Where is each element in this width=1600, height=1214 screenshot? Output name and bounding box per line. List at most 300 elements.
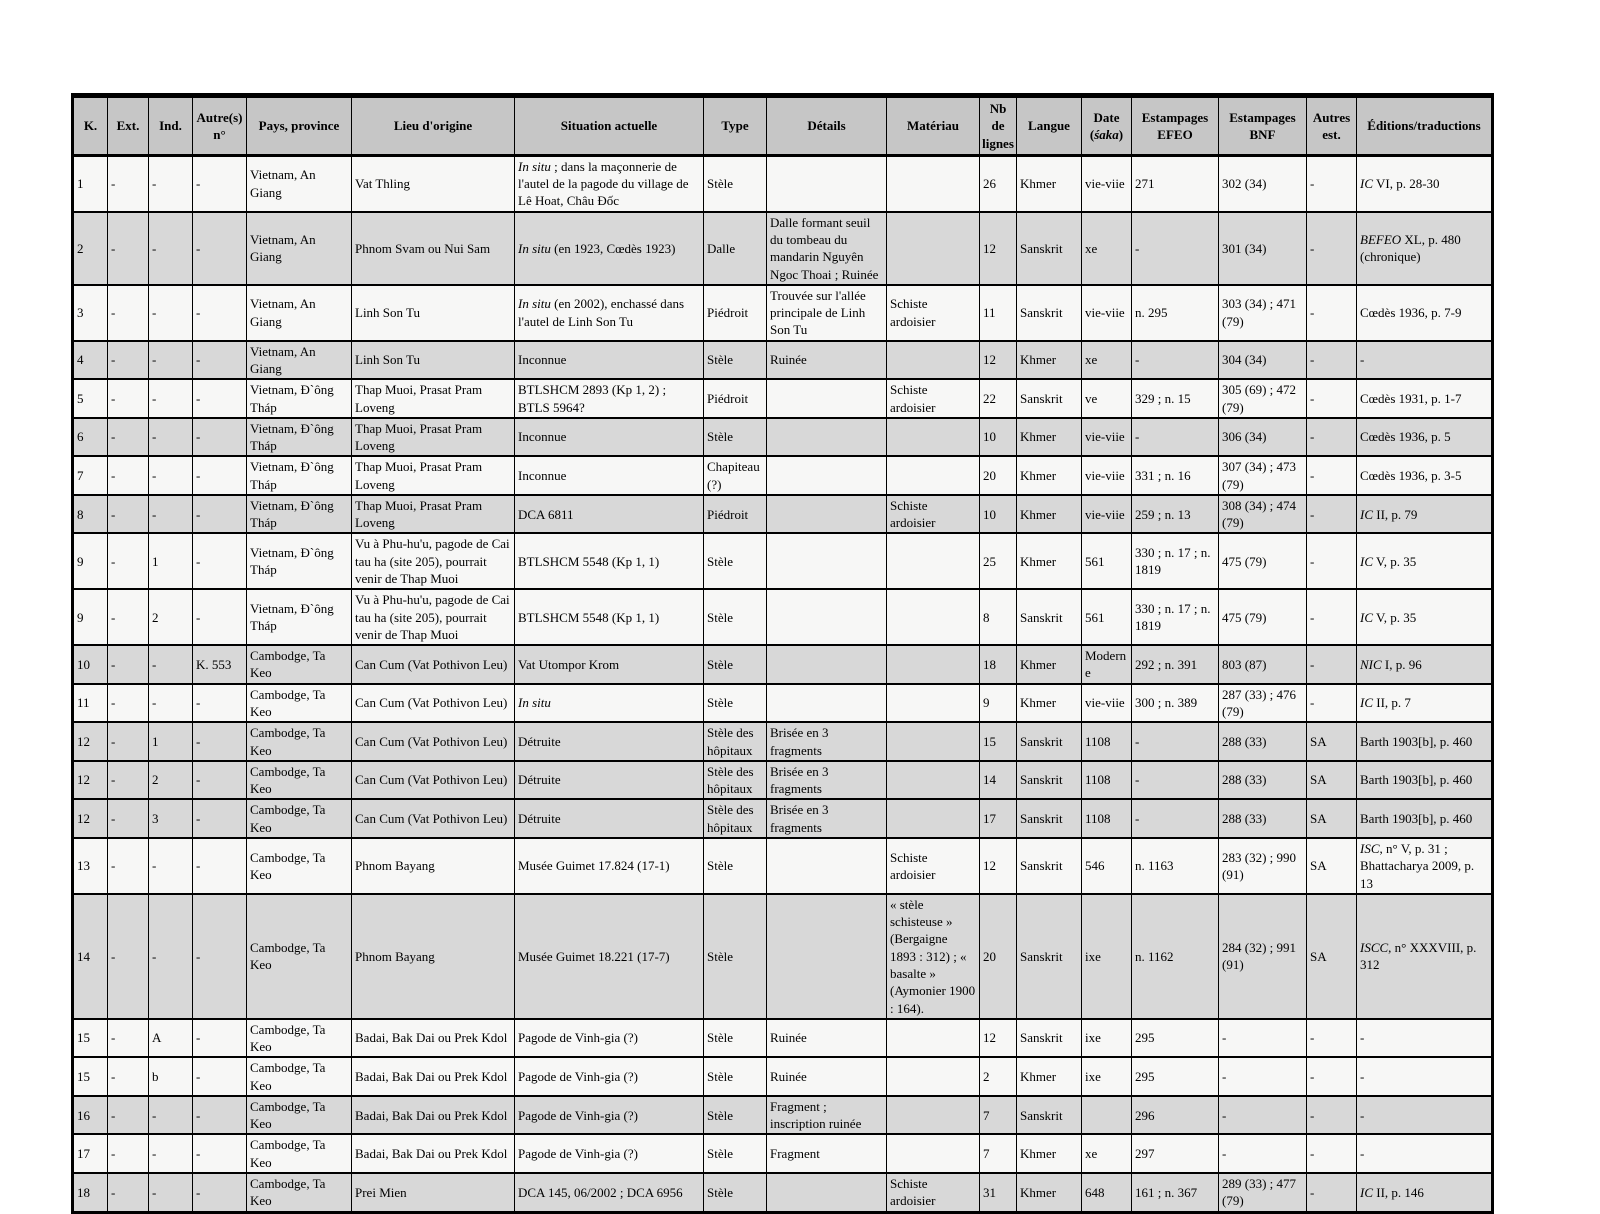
table-cell: - — [193, 418, 247, 457]
table-cell: DCA 6811 — [515, 495, 704, 534]
table-cell: - — [108, 418, 149, 457]
table-cell — [887, 1057, 980, 1096]
column-header: Langue — [1017, 96, 1082, 156]
table-cell: 561 — [1082, 533, 1132, 589]
table-cell: - — [149, 645, 193, 684]
table-cell: - — [193, 495, 247, 534]
table-cell: Pagode de Vinh-gia (?) — [515, 1134, 704, 1173]
table-cell: 12 — [980, 341, 1017, 380]
table-cell — [887, 722, 980, 761]
table-cell: Can Cum (Vat Pothivon Leu) — [352, 684, 515, 723]
table-cell: 475 (79) — [1219, 533, 1307, 589]
table-cell: IC II, p. 146 — [1357, 1173, 1493, 1212]
table-cell: Musée Guimet 17.824 (17-1) — [515, 838, 704, 894]
table-cell: - — [193, 684, 247, 723]
table-cell: - — [1357, 1134, 1493, 1173]
table-cell: 9 — [73, 589, 108, 645]
table-cell: Musée Guimet 18.221 (17-7) — [515, 894, 704, 1019]
table-cell: SA — [1307, 722, 1357, 761]
table-cell: - — [108, 799, 149, 838]
table-cell: 284 (32) ; 991 (91) — [1219, 894, 1307, 1019]
table-cell: - — [193, 1096, 247, 1135]
table-cell: Sanskrit — [1017, 722, 1082, 761]
table-cell: Sanskrit — [1017, 894, 1082, 1019]
table-cell: Fragment ; inscription ruinée — [767, 1096, 887, 1135]
table-cell: 303 (34) ; 471 (79) — [1219, 285, 1307, 341]
table-cell: 15 — [73, 1057, 108, 1096]
table-cell: 10 — [980, 418, 1017, 457]
column-header: Situation actuelle — [515, 96, 704, 156]
table-cell: - — [1219, 1096, 1307, 1135]
table-cell: Cambodge, Ta Keo — [247, 799, 352, 838]
table-cell: Piédroit — [704, 495, 767, 534]
table-cell: - — [193, 894, 247, 1019]
table-cell: 288 (33) — [1219, 799, 1307, 838]
table-cell: Khmer — [1017, 684, 1082, 723]
table-cell: Cambodge, Ta Keo — [247, 684, 352, 723]
table-cell: 4 — [73, 341, 108, 380]
table-cell: Schiste ardoisier — [887, 285, 980, 341]
table-cell: Khmer — [1017, 155, 1082, 211]
table-row — [73, 589, 1493, 645]
table-row — [73, 838, 1493, 894]
column-header: Estampages BNF — [1219, 96, 1307, 156]
table-cell: 12 — [73, 722, 108, 761]
table-cell: 18 — [980, 645, 1017, 684]
table-cell: Cœdès 1931, p. 1-7 — [1357, 379, 1493, 418]
table-cell: 259 ; n. 13 — [1132, 495, 1219, 534]
table-cell: ixe — [1082, 1057, 1132, 1096]
table-cell: Khmer — [1017, 533, 1082, 589]
header-row — [73, 96, 1493, 156]
table-cell: Piédroit — [704, 379, 767, 418]
table-cell: 289 (33) ; 477 (79) — [1219, 1173, 1307, 1212]
table-cell: 20 — [980, 894, 1017, 1019]
table-cell: Khmer — [1017, 1057, 1082, 1096]
table-row — [73, 1019, 1493, 1058]
table-cell: Inconnue — [515, 418, 704, 457]
table-cell: - — [193, 379, 247, 418]
table-cell: 13 — [73, 838, 108, 894]
table-cell: 304 (34) — [1219, 341, 1307, 380]
table-cell: - — [108, 894, 149, 1019]
table-cell: Vietnam, Đ`ông Tháp — [247, 495, 352, 534]
table-cell: 12 — [73, 761, 108, 800]
table-cell: - — [193, 838, 247, 894]
table-cell: vie-viie — [1082, 456, 1132, 495]
table-cell: Ruinée — [767, 1019, 887, 1058]
table-cell: - — [193, 1057, 247, 1096]
table-cell: - — [193, 155, 247, 211]
table-cell: Badai, Bak Dai ou Prek Kdol — [352, 1019, 515, 1058]
table-cell: - — [1307, 495, 1357, 534]
table-cell: n. 295 — [1132, 285, 1219, 341]
table-cell: - — [193, 1134, 247, 1173]
table-cell: In situ ; dans la maçonnerie de l'autel de la pagode du village de Lê Hoat, Châu Đốc — [515, 155, 704, 211]
table-cell: - — [1219, 1019, 1307, 1058]
table-cell: - — [1307, 533, 1357, 589]
table-cell: Can Cum (Vat Pothivon Leu) — [352, 761, 515, 800]
table-cell: - — [108, 533, 149, 589]
table-cell: Stèle — [704, 533, 767, 589]
table-cell: In situ (en 1923, Cœdès 1923) — [515, 212, 704, 285]
table-cell: Inconnue — [515, 456, 704, 495]
table-cell: Stèle des hôpitaux — [704, 761, 767, 800]
column-header: Estampages EFEO — [1132, 96, 1219, 156]
table-cell: - — [108, 212, 149, 285]
table-cell: 11 — [73, 684, 108, 723]
table-cell: Schiste ardoisier — [887, 838, 980, 894]
table-cell: - — [1307, 379, 1357, 418]
table-row — [73, 1134, 1493, 1173]
table-row — [73, 645, 1493, 684]
table-cell: IC V, p. 35 — [1357, 589, 1493, 645]
table-cell: 330 ; n. 17 ; n. 1819 — [1132, 589, 1219, 645]
table-cell: 306 (34) — [1219, 418, 1307, 457]
table-cell: BTLSHCM 2893 (Kp 1, 2) ; BTLS 5964? — [515, 379, 704, 418]
table-cell: 295 — [1132, 1057, 1219, 1096]
table-cell: Sanskrit — [1017, 761, 1082, 800]
table-cell: - — [108, 645, 149, 684]
table-cell: BTLSHCM 5548 (Kp 1, 1) — [515, 589, 704, 645]
table-cell: Détruite — [515, 722, 704, 761]
table-cell — [767, 495, 887, 534]
table-cell: vie-viie — [1082, 155, 1132, 211]
table-cell: 561 — [1082, 589, 1132, 645]
table-row — [73, 533, 1493, 589]
table-cell: 15 — [73, 1019, 108, 1058]
table-cell: Dalle formant seuil du tombeau du mandarin Nguyên Ngoc Thoai ; Ruinée — [767, 212, 887, 285]
table-cell: Thap Muoi, Prasat Pram Loveng — [352, 456, 515, 495]
table-cell: IC II, p. 79 — [1357, 495, 1493, 534]
table-cell — [767, 894, 887, 1019]
table-cell: Chapiteau (?) — [704, 456, 767, 495]
table-cell: 546 — [1082, 838, 1132, 894]
table-cell: 10 — [73, 645, 108, 684]
table-cell: Prei Mien — [352, 1173, 515, 1212]
table-cell: « stèle schisteuse » (Bergaigne 1893 : 312) ; « basalte » (Aymonier 1900 : 164). — [887, 894, 980, 1019]
table-cell: Stèle des hôpitaux — [704, 722, 767, 761]
table-cell: - — [1307, 456, 1357, 495]
table-cell: SA — [1307, 838, 1357, 894]
column-header: Matériau — [887, 96, 980, 156]
table-cell: - — [108, 1173, 149, 1212]
table-cell: Cambodge, Ta Keo — [247, 1096, 352, 1135]
table-cell: - — [193, 341, 247, 380]
table-cell: 12 — [73, 799, 108, 838]
table-cell: Linh Son Tu — [352, 341, 515, 380]
table-cell: - — [108, 838, 149, 894]
table-cell: 296 — [1132, 1096, 1219, 1135]
table-cell: Badai, Bak Dai ou Prek Kdol — [352, 1134, 515, 1173]
table-cell: Phnom Bayang — [352, 838, 515, 894]
table-cell: vie-viie — [1082, 495, 1132, 534]
table-cell: Cambodge, Ta Keo — [247, 1019, 352, 1058]
table-cell: - — [1307, 418, 1357, 457]
table-cell: - — [149, 341, 193, 380]
table-cell: - — [1132, 212, 1219, 285]
table-cell — [887, 418, 980, 457]
table-cell: Can Cum (Vat Pothivon Leu) — [352, 722, 515, 761]
table-cell: 288 (33) — [1219, 722, 1307, 761]
table-cell: - — [108, 589, 149, 645]
table-cell: NIC I, p. 96 — [1357, 645, 1493, 684]
table-cell: 3 — [149, 799, 193, 838]
table-cell: - — [149, 379, 193, 418]
table-cell: Sanskrit — [1017, 838, 1082, 894]
table-cell: Stèle — [704, 155, 767, 211]
table-cell: Schiste ardoisier — [887, 495, 980, 534]
table-cell: - — [193, 456, 247, 495]
table-row — [73, 722, 1493, 761]
table-cell: Thap Muoi, Prasat Pram Loveng — [352, 495, 515, 534]
table-header — [73, 96, 1493, 156]
table-cell: Dalle — [704, 212, 767, 285]
table-cell: - — [108, 285, 149, 341]
column-header: Lieu d'origine — [352, 96, 515, 156]
table-cell: Khmer — [1017, 645, 1082, 684]
table-cell: Stèle — [704, 838, 767, 894]
table-cell: 14 — [73, 894, 108, 1019]
table-cell: 18 — [73, 1173, 108, 1212]
table-row — [73, 761, 1493, 800]
table-cell: ixe — [1082, 1019, 1132, 1058]
table-cell: Brisée en 3 fragments — [767, 722, 887, 761]
table-cell: Vietnam, An Giang — [247, 155, 352, 211]
column-header: Éditions/traductions — [1357, 96, 1493, 156]
table-cell: n. 1162 — [1132, 894, 1219, 1019]
table-cell: 295 — [1132, 1019, 1219, 1058]
table-cell: A — [149, 1019, 193, 1058]
table-cell: Barth 1903[b], p. 460 — [1357, 761, 1493, 800]
table-cell: - — [1219, 1134, 1307, 1173]
table-cell: BEFEO XL, p. 480 (chronique) — [1357, 212, 1493, 285]
table-cell — [767, 589, 887, 645]
table-cell: - — [1307, 155, 1357, 211]
table-cell: Cambodge, Ta Keo — [247, 645, 352, 684]
table-cell: Badai, Bak Dai ou Prek Kdol — [352, 1096, 515, 1135]
table-cell: - — [149, 894, 193, 1019]
table-cell: 329 ; n. 15 — [1132, 379, 1219, 418]
table-row — [73, 799, 1493, 838]
table-cell: - — [1307, 684, 1357, 723]
table-cell: - — [149, 495, 193, 534]
table-cell: - — [149, 1096, 193, 1135]
table-cell: Cambodge, Ta Keo — [247, 1134, 352, 1173]
table-cell — [887, 1019, 980, 1058]
table-cell — [887, 1134, 980, 1173]
table-cell: - — [108, 341, 149, 380]
table-cell: Thap Muoi, Prasat Pram Loveng — [352, 379, 515, 418]
table-cell: 803 (87) — [1219, 645, 1307, 684]
table-cell: Sanskrit — [1017, 379, 1082, 418]
table-cell: Inconnue — [515, 341, 704, 380]
table-cell: 15 — [980, 722, 1017, 761]
table-cell: 31 — [980, 1173, 1017, 1212]
table-cell: Brisée en 3 fragments — [767, 761, 887, 800]
table-cell: DCA 145, 06/2002 ; DCA 6956 — [515, 1173, 704, 1212]
table-cell: ISCC, n° XXXVIII, p. 312 — [1357, 894, 1493, 1019]
table-cell: Sanskrit — [1017, 1096, 1082, 1135]
table-cell: Ruinée — [767, 1057, 887, 1096]
table-cell: - — [1132, 341, 1219, 380]
table-cell: xe — [1082, 1134, 1132, 1173]
table-cell: Stèle — [704, 341, 767, 380]
table-cell: - — [1357, 1057, 1493, 1096]
table-cell: - — [108, 1096, 149, 1135]
table-cell: - — [1132, 761, 1219, 800]
table-cell: Khmer — [1017, 1134, 1082, 1173]
table-row — [73, 495, 1493, 534]
table-cell: - — [193, 285, 247, 341]
table-cell: - — [149, 212, 193, 285]
table-cell: Can Cum (Vat Pothivon Leu) — [352, 645, 515, 684]
table-cell: - — [1307, 212, 1357, 285]
table-cell: 2 — [73, 212, 108, 285]
column-header: Date (śaka) — [1082, 96, 1132, 156]
table-cell: 9 — [980, 684, 1017, 723]
table-cell: Barth 1903[b], p. 460 — [1357, 799, 1493, 838]
table-cell: - — [1357, 1096, 1493, 1135]
table-cell: Cambodge, Ta Keo — [247, 1057, 352, 1096]
table-cell: 292 ; n. 391 — [1132, 645, 1219, 684]
table-cell: 288 (33) — [1219, 761, 1307, 800]
table-row — [73, 379, 1493, 418]
table-cell: Vietnam, Đ`ông Tháp — [247, 533, 352, 589]
table-cell: 301 (34) — [1219, 212, 1307, 285]
table-cell: 287 (33) ; 476 (79) — [1219, 684, 1307, 723]
table-cell: - — [1307, 1019, 1357, 1058]
table-cell: ve — [1082, 379, 1132, 418]
table-cell: vie-viie — [1082, 285, 1132, 341]
column-header: Ext. — [108, 96, 149, 156]
column-header: Ind. — [149, 96, 193, 156]
table-cell: Pagode de Vinh-gia (?) — [515, 1057, 704, 1096]
table-cell: ISC, n° V, p. 31 ; Bhattacharya 2009, p. 13 — [1357, 838, 1493, 894]
table-cell: Linh Son Tu — [352, 285, 515, 341]
table-cell: 12 — [980, 1019, 1017, 1058]
table-cell: IC VI, p. 28-30 — [1357, 155, 1493, 211]
table-cell — [767, 418, 887, 457]
table-cell: Stèle — [704, 1096, 767, 1135]
table-cell: xe — [1082, 341, 1132, 380]
table-cell: Vu à Phu-hu'u, pagode de Cai tau ha (site 205), pourrait venir de Thap Muoi — [352, 533, 515, 589]
table-cell: - — [1219, 1057, 1307, 1096]
column-header: Autres est. — [1307, 96, 1357, 156]
table-cell: Vietnam, Đ`ông Tháp — [247, 418, 352, 457]
table-cell: Détruite — [515, 761, 704, 800]
column-header: Autre(s) n° — [193, 96, 247, 156]
table-cell: 7 — [980, 1096, 1017, 1135]
table-cell: - — [149, 155, 193, 211]
table-cell: 1 — [149, 533, 193, 589]
table-cell: 283 (32) ; 990 (91) — [1219, 838, 1307, 894]
table-cell: Thap Muoi, Prasat Pram Loveng — [352, 418, 515, 457]
table-cell: Khmer — [1017, 1173, 1082, 1212]
table-cell: Stèle — [704, 1057, 767, 1096]
table-cell: - — [149, 1173, 193, 1212]
table-cell: Sanskrit — [1017, 212, 1082, 285]
table-cell: Vietnam, An Giang — [247, 212, 352, 285]
column-header: Type — [704, 96, 767, 156]
table-cell: - — [108, 456, 149, 495]
table-cell: 305 (69) ; 472 (79) — [1219, 379, 1307, 418]
table-cell: xe — [1082, 212, 1132, 285]
table-cell: IC V, p. 35 — [1357, 533, 1493, 589]
table-row — [73, 418, 1493, 457]
table-cell: Piédroit — [704, 285, 767, 341]
table-cell — [767, 379, 887, 418]
table-cell — [1082, 1096, 1132, 1135]
table-cell: - — [108, 684, 149, 723]
table-cell: 7 — [980, 1134, 1017, 1173]
table-cell: - — [1132, 418, 1219, 457]
table-cell: - — [149, 1134, 193, 1173]
table-cell: K. 553 — [193, 645, 247, 684]
table-cell: - — [193, 589, 247, 645]
table-cell: Vat Thling — [352, 155, 515, 211]
table-cell: 1 — [149, 722, 193, 761]
table-cell — [887, 684, 980, 723]
table-cell: Cœdès 1936, p. 5 — [1357, 418, 1493, 457]
table-cell: Brisée en 3 fragments — [767, 799, 887, 838]
table-cell: - — [108, 761, 149, 800]
table-cell — [887, 645, 980, 684]
table-cell: Vietnam, Đ`ông Tháp — [247, 456, 352, 495]
table-cell: 1108 — [1082, 761, 1132, 800]
table-cell: - — [1307, 1096, 1357, 1135]
table-cell: 10 — [980, 495, 1017, 534]
table-cell: Pagode de Vinh-gia (?) — [515, 1019, 704, 1058]
table-cell: - — [108, 722, 149, 761]
table-cell: Cambodge, Ta Keo — [247, 761, 352, 800]
table-cell: - — [1307, 645, 1357, 684]
table-cell: 297 — [1132, 1134, 1219, 1173]
table-cell — [767, 456, 887, 495]
table-cell — [887, 155, 980, 211]
table-cell: - — [108, 1019, 149, 1058]
table-cell: 22 — [980, 379, 1017, 418]
table-row — [73, 1173, 1493, 1212]
table-cell: - — [149, 456, 193, 495]
table-cell — [887, 212, 980, 285]
table-cell: - — [1357, 1019, 1493, 1058]
table-cell: Vu à Phu-hu'u, pagode de Cai tau ha (site 205), pourrait venir de Thap Muoi — [352, 589, 515, 645]
table-cell — [887, 1096, 980, 1135]
table-cell — [887, 341, 980, 380]
table-cell: 308 (34) ; 474 (79) — [1219, 495, 1307, 534]
table-cell: - — [1307, 1057, 1357, 1096]
table-cell: - — [1132, 722, 1219, 761]
table-cell: Cambodge, Ta Keo — [247, 838, 352, 894]
table-cell: 330 ; n. 17 ; n. 1819 — [1132, 533, 1219, 589]
table-cell: Moderne — [1082, 645, 1132, 684]
table-cell: Sanskrit — [1017, 799, 1082, 838]
table-cell: - — [1357, 341, 1493, 380]
table-cell — [767, 155, 887, 211]
table-cell: - — [149, 684, 193, 723]
table-cell: 307 (34) ; 473 (79) — [1219, 456, 1307, 495]
table-cell: Barth 1903[b], p. 460 — [1357, 722, 1493, 761]
table-cell: Can Cum (Vat Pothivon Leu) — [352, 799, 515, 838]
table-cell: - — [1132, 799, 1219, 838]
table-cell: Stèle — [704, 1173, 767, 1212]
table-cell: Khmer — [1017, 341, 1082, 380]
table-cell: In situ (en 2002), enchassé dans l'autel de Linh Son Tu — [515, 285, 704, 341]
table-cell: 17 — [73, 1134, 108, 1173]
table-cell: Cœdès 1936, p. 3-5 — [1357, 456, 1493, 495]
table-cell: Stèle — [704, 1019, 767, 1058]
